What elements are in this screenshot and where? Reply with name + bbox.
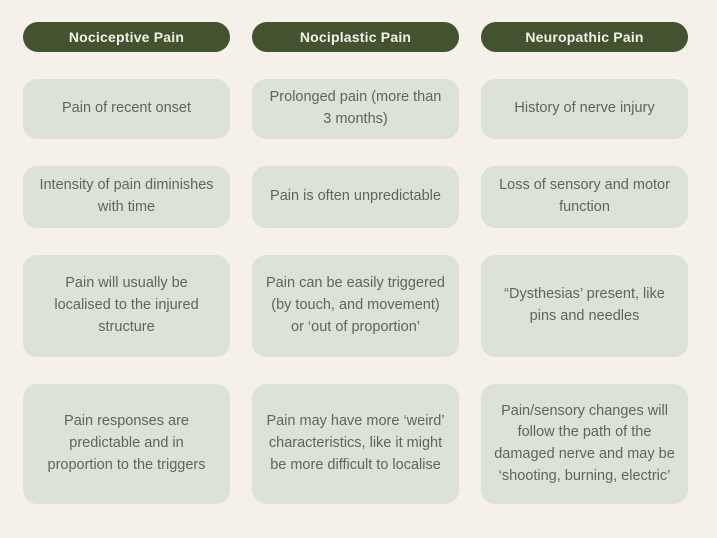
- table-cell: “Dysthesias’ present, like pins and needles: [481, 255, 688, 357]
- table-cell: Pain is often unpredictable: [252, 166, 459, 228]
- table-cell: Pain will usually be localised to the injured structure: [23, 255, 230, 357]
- table-cell: Pain can be easily triggered (by touch, and movement) or ‘out of proportion’: [252, 255, 459, 357]
- table-cell: Pain/sensory changes will follow the path of the damaged nerve and may be ‘shooting, burning, electric’: [481, 384, 688, 504]
- table-cell: Pain responses are predictable and in proportion to the triggers: [23, 384, 230, 504]
- table-cell: Pain may have more ‘weird’ characteristics, like it might be more difficult to localise: [252, 384, 459, 504]
- column-header-neuropathic-pain: Neuropathic Pain: [481, 22, 688, 52]
- table-cell: Prolonged pain (more than 3 months): [252, 79, 459, 139]
- table-cell: History of nerve injury: [481, 79, 688, 139]
- table-cell: Loss of sensory and motor function: [481, 166, 688, 228]
- table-cell: Intensity of pain diminishes with time: [23, 166, 230, 228]
- table-cell: Pain of recent onset: [23, 79, 230, 139]
- column-header-nociceptive-pain: Nociceptive Pain: [23, 22, 230, 52]
- column-header-nociplastic-pain: Nociplastic Pain: [252, 22, 459, 52]
